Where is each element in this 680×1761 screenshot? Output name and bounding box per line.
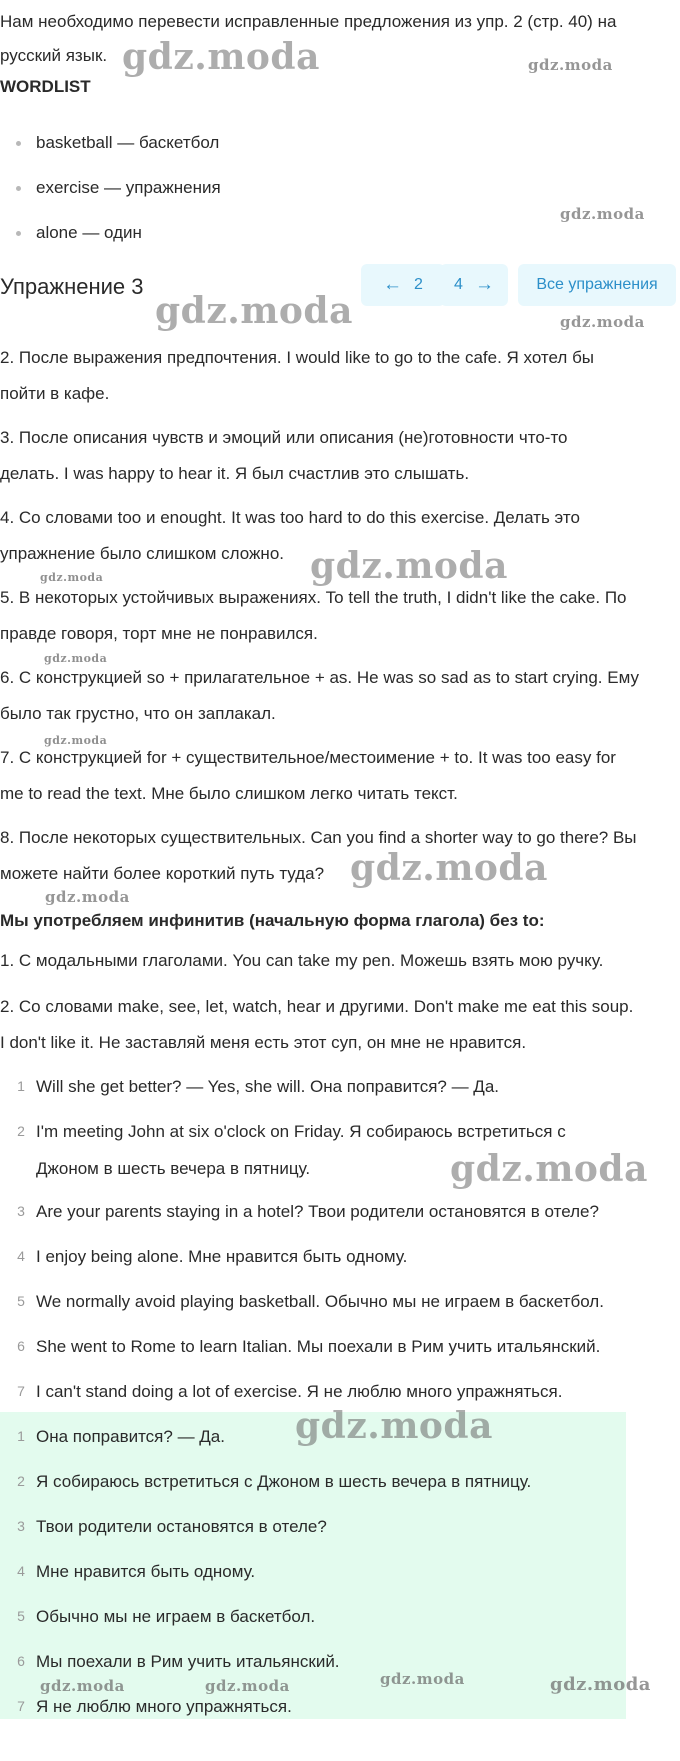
next-exercise-button[interactable] [440, 264, 508, 306]
wordlist-item: exercise — упражнения [36, 178, 221, 197]
item-text: Will she get better? — Yes, she will. Она поправится? — Да. [36, 1077, 500, 1096]
rule-paragraph [0, 740, 676, 812]
item-text: Я собираюсь встретиться с Джоном в шесть вечера в пятницу. [36, 1472, 532, 1491]
watermark: gdz.moda [40, 571, 104, 584]
watermark: gdz.moda [550, 1674, 651, 1695]
item-text: Мне нравится быть одному. [36, 1562, 256, 1581]
answer-item [0, 1463, 676, 1500]
rule-paragraph [0, 943, 676, 979]
wordlist-title: WORDLIST [0, 77, 91, 96]
item-text: Обычно мы не играем в баскетбол. [36, 1607, 316, 1626]
rule-paragraph [0, 989, 676, 1061]
item-number: 6 [17, 1338, 25, 1354]
item-text: I enjoy being alone. Мне нравится быть одному. [36, 1247, 408, 1266]
rule-line: пойти в кафе. [0, 384, 110, 403]
intro-line-2: русский язык. [0, 46, 108, 65]
rule-line: правде говоря, торт мне не понравился. [0, 624, 318, 643]
rule-line: 3. После описания чувств и эмоций или описания (не)готовности что-то [0, 428, 568, 447]
watermark: gdz.moda [350, 847, 548, 889]
bullet-icon [16, 141, 21, 146]
prev-exercise-button[interactable] [361, 264, 445, 306]
watermark: gdz.moda [560, 313, 645, 331]
rule-line: 7. С конструкцией for + существительное/местоимение + to. It was too easy for [0, 748, 616, 767]
all-exercises-button[interactable]: Все упражнения [518, 264, 676, 306]
rule-line: 2. После выражения предпочтения. I would like to go to the cafe. Я хотел бы [0, 348, 595, 367]
item-number: 1 [17, 1078, 25, 1094]
item-text: Твои родители остановятся в отеле? [36, 1517, 327, 1536]
wordlist-item: basketball — баскетбол [36, 133, 220, 152]
item-line: Джоном в шесть вечера в пятницу. [36, 1159, 311, 1178]
item-number: 2 [17, 1473, 25, 1489]
watermark: gdz.moda [155, 290, 353, 332]
rule-paragraph [0, 820, 676, 892]
item-number: 5 [17, 1293, 25, 1309]
rule-paragraph [0, 420, 676, 492]
rule-line: me to read the text. Мне было слишком легко читать текст. [0, 784, 458, 803]
item-line: I'm meeting John at six o'clock on Friday. Я собираюсь встретиться с [36, 1122, 566, 1141]
list-item [0, 1068, 676, 1105]
answer-item [0, 1598, 676, 1635]
list-item [0, 1283, 676, 1320]
bullet-icon [16, 186, 21, 191]
rule-line: можете найти более короткий путь туда? [0, 864, 325, 883]
item-text: Are your parents staying in a hotel? Твои родители остановятся в отеле? [36, 1202, 599, 1221]
prev-exercise-label: 2 [414, 276, 423, 293]
watermark: gdz.moda [205, 1677, 290, 1695]
rule-line: 8. После некоторых существительных. Can you find a shorter way to go there? Вы [0, 828, 637, 847]
watermark: gdz.moda [310, 545, 508, 587]
rule-paragraph [0, 340, 676, 412]
watermark: gdz.moda [45, 888, 130, 906]
answer-item [0, 1553, 676, 1590]
item-number: 6 [17, 1653, 25, 1669]
item-text: Мы поехали в Рим учить итальянский. [36, 1652, 340, 1671]
watermark: gdz.moda [560, 205, 645, 223]
list-item [0, 1193, 676, 1230]
rule-line: 4. Со словами too и enought. It was too hard to do this exercise. Делать это [0, 508, 580, 527]
watermark: gdz.moda [44, 652, 108, 665]
watermark: gdz.moda [44, 734, 108, 747]
rule-paragraph [0, 580, 676, 652]
rule-line: I don't like it. Не заставляй меня есть этот суп, он мне не нравится. [0, 1033, 527, 1052]
watermark: gdz.moda [40, 1677, 125, 1695]
item-number: 4 [17, 1563, 25, 1579]
wordlist-item: alone — один [36, 223, 142, 242]
rule-paragraph [0, 660, 676, 732]
watermark: gdz.moda [528, 56, 613, 74]
item-number: 7 [17, 1698, 25, 1714]
item-text: We normally avoid playing basketball. Обычно мы не играем в баскетбол. [36, 1292, 604, 1311]
arrow-right-icon: → [474, 274, 494, 295]
arrow-left-icon: ← [383, 274, 403, 295]
rule-line: 2. Со словами make, see, let, watch, hear и другими. Don't make me eat this soup. [0, 997, 634, 1016]
section-heading: Мы употребляем инфинитив (начальную форма глагола) без to: [0, 911, 545, 930]
rule-line: было так грустно, что он заплакал. [0, 704, 276, 723]
watermark: gdz.moda [380, 1670, 465, 1688]
item-number: 3 [17, 1203, 25, 1219]
item-text: Она поправится? — Да. [36, 1427, 225, 1446]
rule-line: 5. В некоторых устойчивых выражениях. To tell the truth, I didn't like the cake. По [0, 588, 627, 607]
item-number: 2 [17, 1123, 25, 1139]
watermark: gdz.moda [450, 1148, 648, 1190]
rule-line: делать. I was happy to hear it. Я был счастлив это слышать. [0, 464, 470, 483]
watermark: gdz.moda [122, 36, 320, 78]
intro-line-1: Нам необходимо перевести исправленные предложения из упр. 2 (стр. 40) на [0, 12, 617, 31]
exercise-title: Упражнение 3 [0, 274, 144, 299]
item-text: I can't stand doing a lot of exercise. Я не люблю много упражняться. [36, 1382, 563, 1401]
rule-line: упражнение было слишком сложно. [0, 544, 284, 563]
next-exercise-label: 4 [454, 276, 463, 293]
item-text: Я не люблю много упражняться. [36, 1697, 292, 1716]
item-number: 5 [17, 1608, 25, 1624]
item-number: 3 [17, 1518, 25, 1534]
rule-line: 6. С конструкцией so + прилагательное + as. He was so sad as to start crying. Ему [0, 668, 639, 687]
list-item [0, 1328, 676, 1365]
rule-line: 1. С модальными глаголами. You can take my pen. Можешь взять мою ручку. [0, 951, 604, 970]
item-number: 1 [17, 1428, 25, 1444]
item-text: She went to Rome to learn Italian. Мы поехали в Рим учить итальянский. [36, 1337, 601, 1356]
bullet-icon [16, 231, 21, 236]
item-number: 7 [17, 1383, 25, 1399]
answer-item [0, 1508, 676, 1545]
item-number: 4 [17, 1248, 25, 1264]
watermark: gdz.moda [295, 1405, 493, 1447]
list-item [0, 1238, 676, 1275]
